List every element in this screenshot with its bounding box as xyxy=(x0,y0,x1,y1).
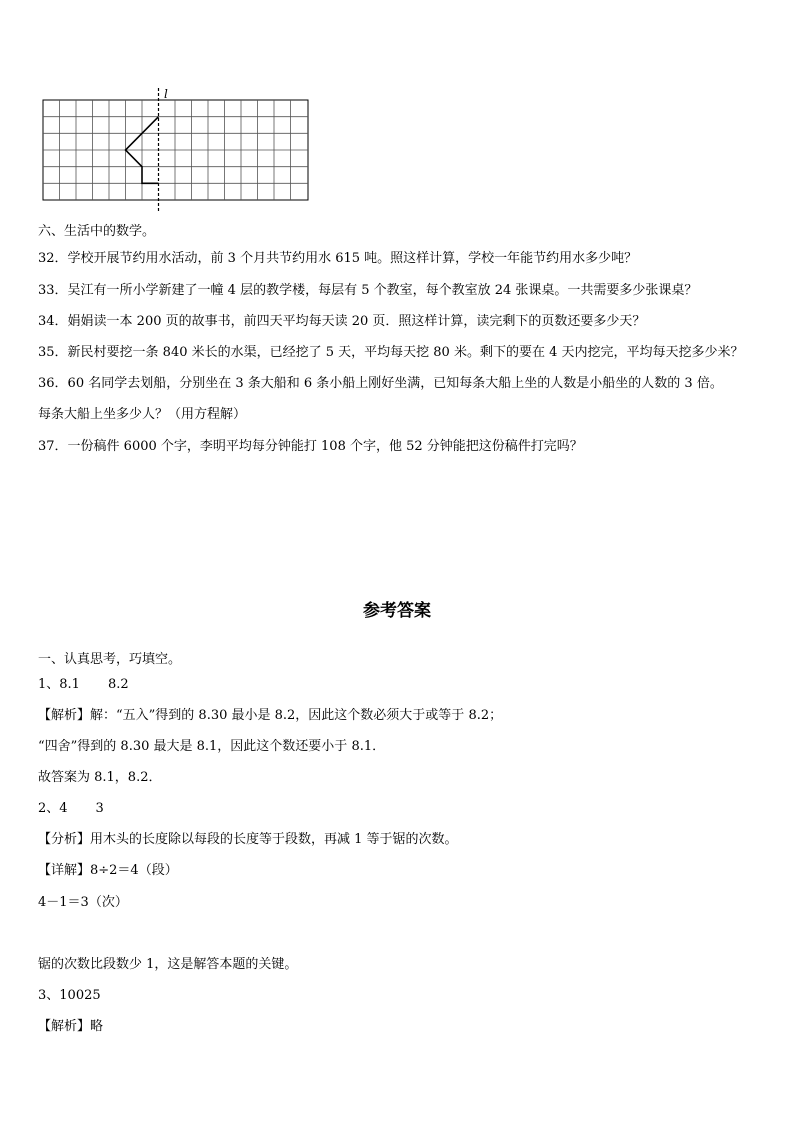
answer-1-first: 1、8.1 xyxy=(38,677,80,692)
answer-1-analysis: 【解析】解：“五入”得到的 8.30 最小是 8.2，因此这个数必须大于或等于 8.2； xyxy=(38,708,503,723)
answer-2-second: 3 xyxy=(95,801,104,816)
axis-label: l xyxy=(164,87,168,101)
question-36-line2: 每条大船上坐多少人？（用方程解） xyxy=(38,407,247,422)
answer-2-first: 2、4 xyxy=(38,801,68,816)
answer-3-analysis: 【解析】略 xyxy=(38,1019,104,1034)
grid-svg xyxy=(40,86,312,212)
answer-1-line3: 故答案为 8.1，8.2． xyxy=(38,770,162,785)
answer-3: 3、10025 xyxy=(38,988,101,1003)
question-37: 37．一份稿件 6000 个字，李明平均每分钟能打 108 个字，他 52 分钟能把这份稿件打完吗？ xyxy=(38,439,583,454)
answer-2-note: 锯的次数比段数少 1，这是解答本题的关键。 xyxy=(38,957,298,972)
answers-title: 参考答案 xyxy=(363,601,431,621)
question-35: 35．新民村要挖一条 840 米长的水渠，已经挖了 5 天，平均每天挖 80 米。剩下的要在 4 天内挖完，平均每天挖多少米？ xyxy=(38,345,744,360)
question-33: 33．吴江有一所小学新建了一幢 4 层的教学楼，每层有 5 个教室，每个教室放 24 张课桌。一共需要多少张课桌？ xyxy=(38,283,698,298)
answer-2-calc: 4－1＝3（次） xyxy=(38,895,128,910)
answer-2-detail: 【详解】8÷2＝4（段） xyxy=(38,863,178,878)
question-32: 32．学校开展节约用水活动，前 3 个月共节约用水 615 吨。照这样计算，学校一年能节约用水多少吨？ xyxy=(38,251,638,266)
question-34: 34．娟娟读一本 200 页的故事书，前四天平均每天读 20 页．照这样计算，读完剩下的页数还要多少天？ xyxy=(38,314,646,329)
answers-section1-heading: 一、认真思考，巧填空。 xyxy=(38,652,182,667)
answer-1 xyxy=(38,676,129,694)
question-36-line1: 36．60 名同学去划船，分别坐在 3 条大船和 6 条小船上刚好坐满，已知每条大船上坐的人数是小船坐的人数的 3 倍。 xyxy=(38,376,723,391)
section6-heading: 六、生活中的数学。 xyxy=(38,224,156,239)
symmetry-grid-figure xyxy=(40,86,312,212)
grid-lines xyxy=(43,100,308,200)
answer-2 xyxy=(38,800,104,818)
answer-1-second: 8.2 xyxy=(107,677,129,692)
answer-2-analysis: 【分析】用木头的长度除以每段的长度等于段数，再减 1 等于锯的次数。 xyxy=(38,832,458,847)
answer-1-line2: “四舍”得到的 8.30 最大是 8.1，因此这个数还要小于 8.1． xyxy=(38,739,386,754)
